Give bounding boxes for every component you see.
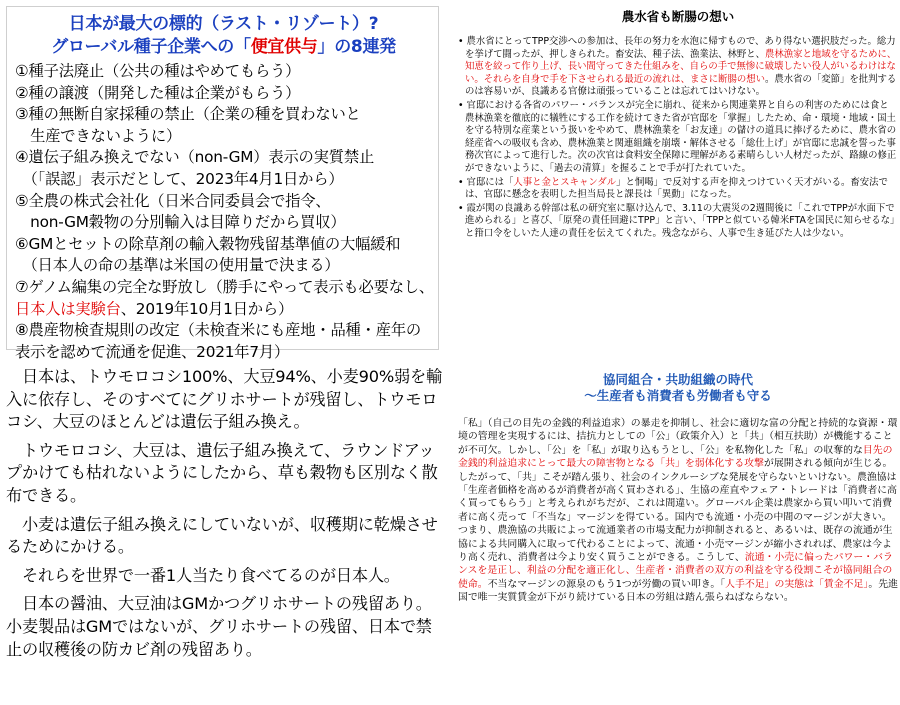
highlight-text: 目先の金銭的利益追求にとって最大の障害物となる「共」を弱体化する攻撃 — [458, 444, 893, 470]
slide-title: 日本が最大の標的（ラスト・リゾート）? — [68, 14, 379, 34]
body-text: 。先進国で唯一実質賃金が下がり続けている日本の労組は踏ん張らねばならない。 — [458, 578, 898, 604]
subtitle-highlight: 便宜供与 — [250, 37, 318, 57]
bullet-paragraph — [458, 177, 898, 202]
highlight-text: 日本人は実験台 — [15, 299, 121, 318]
text-paragraph: 日本の醤油、大豆油はGMかつグリホサートの残留あり。小麦製品はGMではないが、グリホサートの残留、日本で禁止の収穫後の防カビ剤の残留あり。 — [6, 594, 432, 659]
cooperative-panel — [458, 372, 898, 705]
panel-body — [458, 417, 898, 605]
highlight-text: 流通・小売に偏ったパワー・バランスを是正し、利益の分配を適正化し、生産者・消費者の双方の利益を守る役割こそが協同組合の使命。 — [458, 552, 893, 590]
list-line: ⑧農産物検査規則の改定（未検査米にも産地・品種・産年の — [15, 321, 422, 340]
panel-title: 協同組合・共助組織の時代 — [602, 372, 753, 387]
subtitle-post: 」の8連発 — [317, 37, 396, 57]
line-text: 、2019年10月1日から） — [120, 299, 294, 318]
glyphosate-slide — [6, 366, 446, 702]
bullet-paragraph: • 霞が関の良識ある幹部は私の研究室に駆け込んで、3.11の大震災の2週間後に「これでTPPが水面下で進められる」と喜び、「原発の責任回避にTPP」と言い、「TPPと似ている韓米FTAを国民に知らせるな」と箝口令をしいた人達の責任を伝えてくれた。残念ながら、人事で生き延びた人は少ない。 — [458, 202, 895, 239]
text-paragraph: 日本は、トウモロコシ100%、大豆94%、小麦90%弱を輸入に依存し、そのすべてにグリホサートが残留し、トウモロコシ、大豆のほとんどは遺伝子組み換え。 — [6, 367, 442, 432]
text-paragraph: トウモロコシ、大豆は、遺伝子組み換えて、ラウンドアップかけても枯れないようにしたから、草も穀物も区別なく散布できる。 — [6, 440, 438, 505]
list-line: ③種の無断自家採種の禁止（企業の種を買わないと — [15, 105, 361, 124]
panel-subtitle: ～生産者も消費者も労働者も守る — [584, 387, 772, 403]
bullet-paragraph — [458, 36, 898, 99]
list-line: ⑤全農の株式会社化（日米合同委員会で指令、 — [15, 191, 331, 210]
list-line: ②種の譲渡（開発した種は企業がもらう） — [15, 83, 301, 102]
maff-panel — [458, 6, 898, 356]
bullet-paragraph: • 官邸における各省のパワー・バランスが完全に崩れ、従来から関連業界と自らの利害のためには食と農林漁業を徹底的に犠牲にする工作を続けてきた省が官邸を「掌握」したため、命・環境・地域・国土を守る特別な産業という扱いをやめて、農林漁業を「お友達」の儲けの道具に捧げるために、農水省の経産省への吸収も含め、農林漁業と関連組織を崩壊・解体させる「総仕上げ」が官邸に忠誠を誓った事務次官によって進行した。次の次官は食料安全保障に理解がある素晴らしい人材だったが、路線の修正ができないように、「過去の清算」を握ることで手が打たれていた。 — [458, 99, 897, 174]
subtitle-pre: グローバル種子企業への「 — [51, 37, 251, 57]
list-line: 生産できないように） — [15, 126, 182, 145]
paragraph-text: • 官邸には「 — [458, 176, 514, 188]
list-line: ⑥GMとセットの除草剤の輸入穀物残留基準値の大幅緩和 — [15, 234, 401, 253]
list-line: 表示を認めて流通を促進、2021年7月） — [15, 342, 290, 361]
list-line — [15, 299, 432, 321]
highlight-text: 人手不足」の実態は「賃金不足」 — [725, 578, 869, 590]
seed-policy-slide — [6, 6, 439, 361]
list-line: ①種子法廃止（公共の種はやめてもらう） — [15, 62, 301, 80]
paragraph-text: • 農水省にとってTPP交渉への参加は、長年の努力を水泡に帰すもので、あり得ない選択肢だった。総力を挙げて闘ったが、押しきられた。畜安法、種子法、漁業法、林野と、 — [458, 36, 896, 60]
body-text: 不当なマージンの源泉のもう1つが労働の買い叩き。「 — [487, 578, 726, 590]
list-line: non-GM穀物の分別輸入は目障りだから買収） — [15, 213, 346, 232]
list-line: （「誤認」表示だとして、2023年4月1日から） — [15, 169, 344, 188]
text-paragraph: それらを世界で一番1人当たり食べてるのが日本人。 — [6, 565, 400, 585]
list-line: （日本人の命の基準は米国の使用量で決まる） — [15, 256, 340, 275]
body-text: 「私」（自己の目先の金銭的利益追求）の暴走を抑制し、社会に適切な富の分配と持続的な資源・環境の管理を実現するには、拮抗力としての「公」（政策介入）と「共」（相互扶助）が機能することが不可欠。しかし、「公」を「私」が取り込もうとし、「公」を私物化した「私」の収奪的な — [458, 418, 898, 456]
policy-list — [15, 61, 432, 363]
list-line: ⑦ゲノム編集の完全な野放し（勝手にやって表示も必要なし、 — [15, 277, 434, 296]
paragraph-text: 」と恫喝」で反対する声を抑えつけていく天才がいる。畜安法では、官邸に懸念を表明した担当局長と課長は「異動」になった。 — [465, 176, 888, 201]
body-text: が展開される傾向が生じる。したがって、「共」こそが踏ん張り、社会のインクルーシブな発展を守らないといけない。農漁協は「生産者価格を高めるが消費者が高く買わされる」、生協の産直やフェア・トレードは「消費者に高く買ってもらう」と考えられがちだが、これは間違い。グローバル企業は農家から買い叩いて消費者に高く売って「不当な」マージンを得ている。国内でも流通・小売の中間のマージンが大きい。つまり、農漁協の共販によって流通業者の市場支配力が抑制されると、あるいは、既存の流通が生協による共同購入に取って代わることによって、流通・小売マージンが縮小されれば、農家は今より高く売れ、消費者は今より安く買うことができる。こうして、 — [458, 458, 897, 564]
text-paragraph: 小麦は遺伝子組み換えにしていないが、収穫期に乾燥させるためにかける。 — [6, 514, 438, 557]
panel-title: 農水省も断腸の想い — [621, 9, 735, 24]
paragraph-text: 。農水省の「変節」を批判するのは容易いが、良識ある官僚は頑張っていることは忘れてはいけない。 — [465, 73, 897, 98]
highlight-text: 農林漁家と地域を守るために、知恵を絞って作り上げ、長い間守ってきた仕組みを、自らの手で無惨に破壊したい役人がいるわけはない。それらを自身で手を下させられる最近の流れは、まさに断腸の想い — [465, 48, 897, 85]
slide-subtitle — [15, 36, 432, 59]
list-line: ④遺伝子組み換えでない（non-GM）表示の実質禁止 — [15, 148, 375, 167]
highlight-text: 人事と金とスキャンダル — [513, 176, 617, 188]
